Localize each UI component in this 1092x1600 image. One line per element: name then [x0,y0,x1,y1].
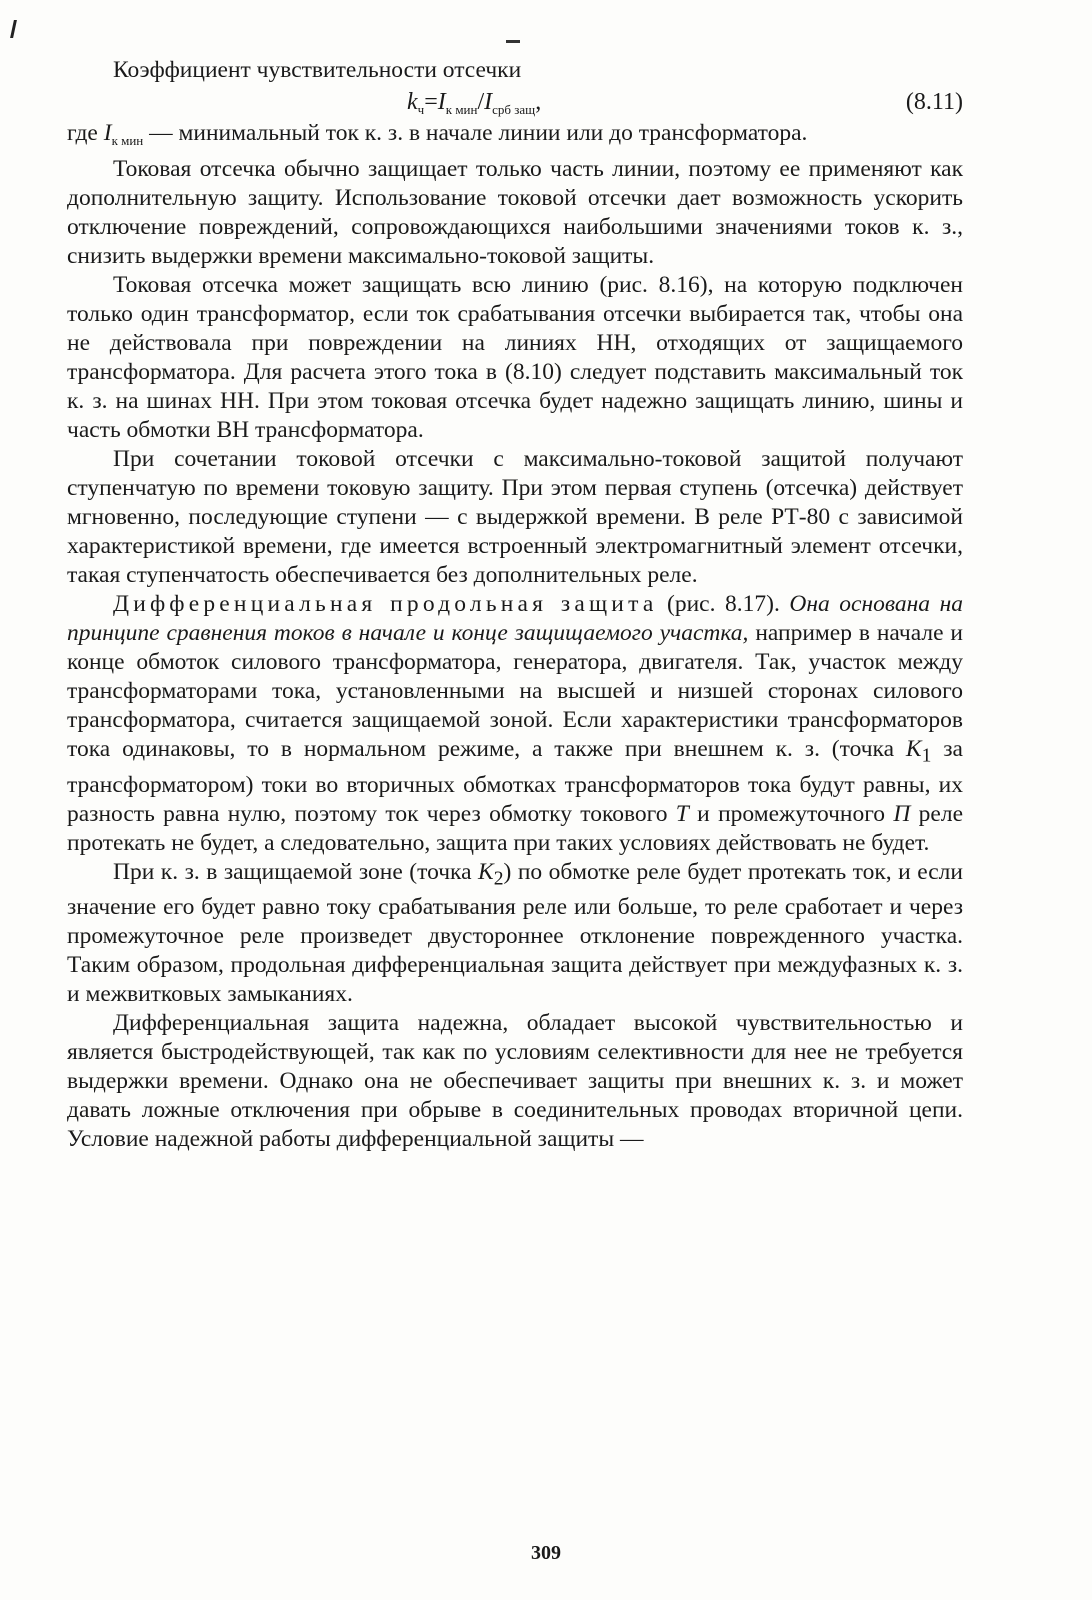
paragraph: Токовая отсечка может защищать всю линию (рис. 8.16), на которую подключен только один трансформатор, если ток срабатывания отсечки выбирается так, чтобы она не действовала при повреждении на линиях НН, отходящих от защищаемого трансформатора. Для расчета этого тока в (8.10) следует подставить максимальный ток к. з. на шинах НН. При этом токовая отсечка будет надежно защищать линию, шины и часть обмотки ВН трансформатора. [67,272,963,443]
equation-number: (8.11) [905,89,963,115]
intro-line: Коэффициент чувствительности отсечки [113,57,522,83]
scan-mark [10,20,17,38]
paragraph-differential-protection: Дифференциальная продольная защита (рис. 8.17). Она основана на принципе сравнения токов в начале и конце защищаемого участка, например в начале и конце обмоток силового трансформатора, генератора, двигателя. Так, участок между трансформаторами тока, установленными на высшей и низшей сторонах силового трансформатора, считается защищаемой зоной. Если характеристики трансформаторов тока одинаковы, то в нормальном режиме, а также при внешнем к. з. (точка $K_1$ за трансформатором) токи во вторичных обмотках трансформаторов тока будут равны, их разность равна нулю, поэтому ток через обмотку токового Т и промежуточного П реле протекать не будет, а следовательно, защита при таких условиях действовать не будет. [67,591,964,856]
formula-8-11: $k_ч=I_{к мин}/I_{срб защ}$, [407,89,542,117]
paragraph: Токовая отсечка обычно защищает только часть линии, поэтому ее применяют как дополнительную защиту. Использование токовой отсечки дает возможность ускорить отключение повреждений, сопровождающихся наибольшими значениями токов к. з., снизить выдержки времени максимально-токовой защиты. [67,156,963,269]
formula-row [67,85,963,119]
text-block [67,56,963,1154]
where-clause: где $I_{к мин}$ — минимальный ток к. з. в начале линии или до трансформатора. [67,120,808,148]
paragraph: При к. з. в защищаемой зоне (точка $K_2$) по обмотке реле будет протекать ток, и если значение его будет равно току срабатывания реле или больше, то реле сработает и через промежуточное реле произведет двустороннее отклонение поврежденного участка. Таким образом, продольная дифференциальная защита действует при междуфазных к. з. и межвитковых замыканиях. [67,858,963,1008]
paragraph: Дифференциальная защита надежна, обладает высокой чувствительностью и является быстродействующей, так как по условиям селективности для нее не требуется выдержки времени. Однако она не обеспечивает защиты при внешних к. з. и может давать ложные отключения при обрыве в соединительных проводах вторичной цепи. Условие надежной работы дифференциальной защиты — [67,1010,963,1153]
paragraph: При сочетании токовой отсечки с максимально-токовой защитой получают ступенчатую по времени токовую защиту. При этом первая ступень (отсечка) действует мгновенно, последующие ступени — с выдержкой времени. В реле РТ-80 с зависимой характеристикой времени, где имеется встроенный электромагнитный элемент отсечки, такая ступенчатость обеспечивается без дополнительных реле. [67,446,963,588]
section-term: Дифференциальная продольная защита [113,591,658,617]
page-number: 309 [531,1542,561,1564]
scan-mark [506,40,520,43]
